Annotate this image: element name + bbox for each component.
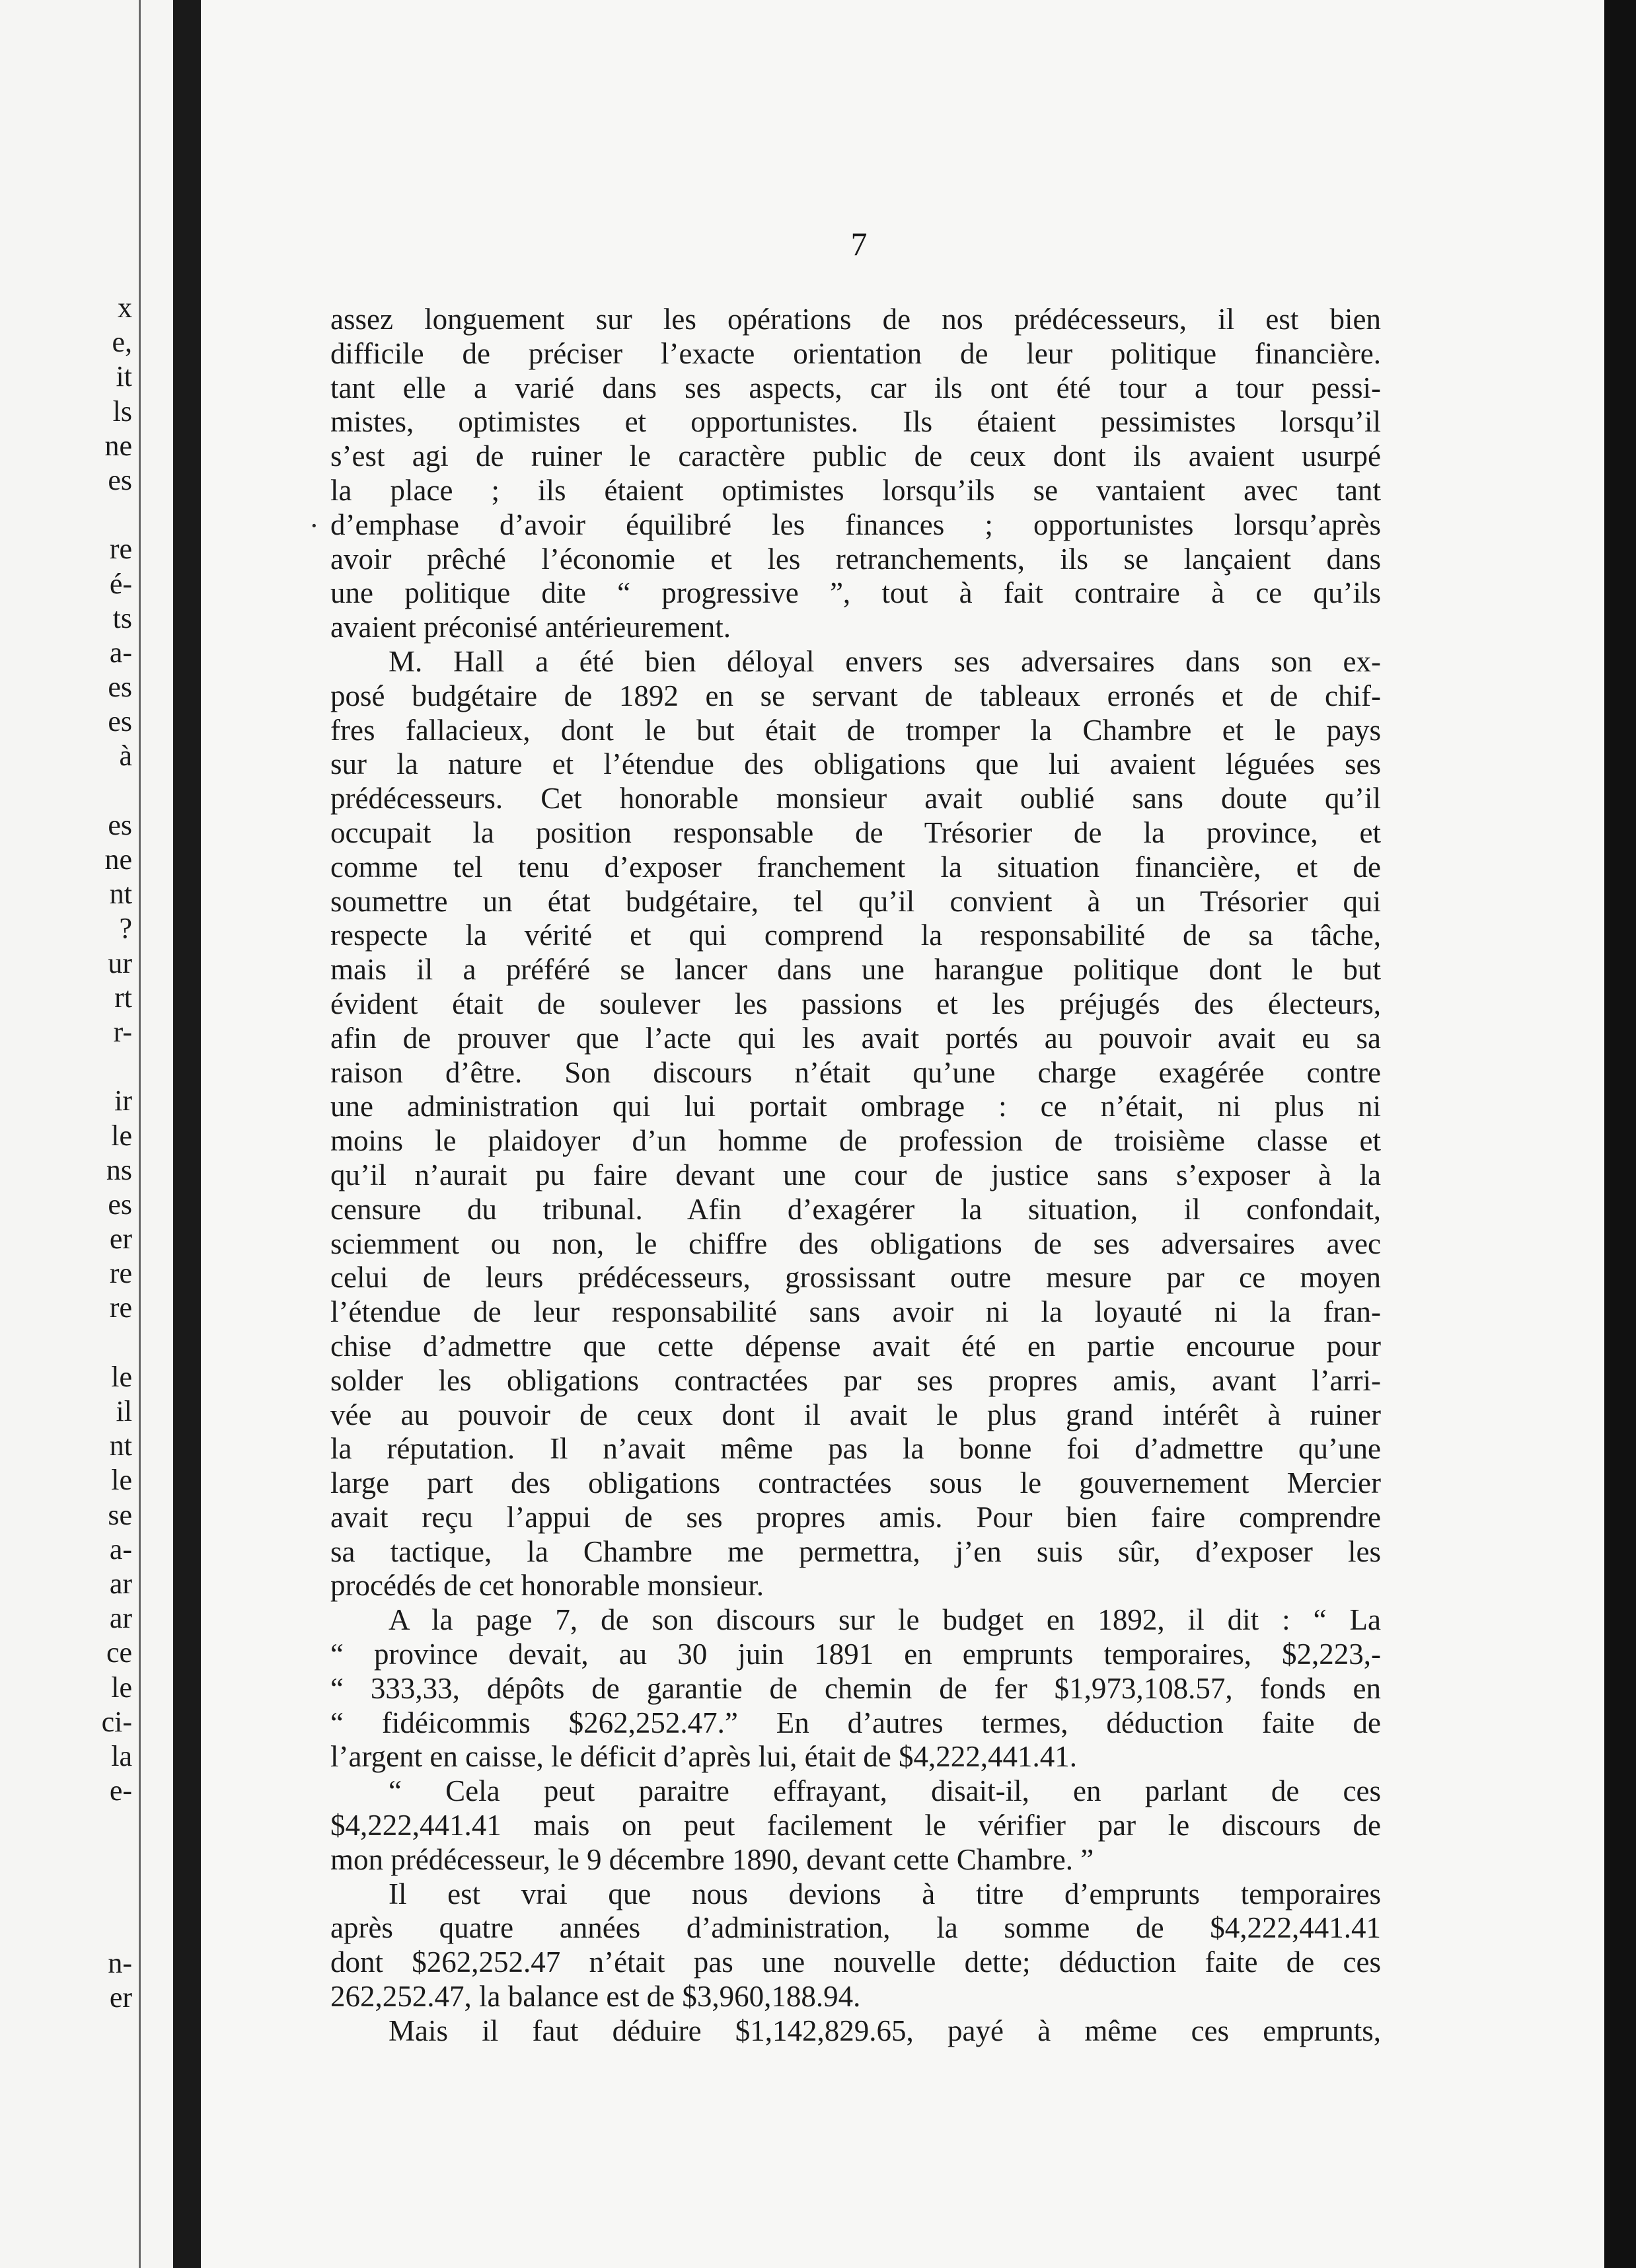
text-line: dont $262,252.47 n’était pas une nouvelle dette; déduction faite de ces [330, 1946, 1381, 1979]
left-fragment: re [109, 533, 132, 566]
text-line: procédés de cet honorable monsieur. [330, 1569, 764, 1603]
left-fragment: ls [112, 395, 132, 428]
left-fragment: a- [109, 636, 132, 669]
text-line: avait reçu l’appui de ses propres amis. Pour bien faire comprendre [330, 1500, 1381, 1534]
left-fragment [0, 1326, 132, 1360]
text-line: $4,222,441.41 mais on peut facilement le vérifier par le discours de [330, 1809, 1381, 1842]
text-line: solder les obligations contractées par ses propres amis, avant l’arri- [330, 1363, 1381, 1397]
left-fragment: ar [109, 1602, 132, 1635]
left-fragment: es [108, 705, 132, 738]
left-fragment [0, 1842, 132, 1877]
left-fragment: ts [112, 601, 132, 634]
left-fragment: nt [109, 1429, 132, 1462]
text-line: “ fidéicommis $262,252.47.” En d’autres termes, déduction faite de [330, 1706, 1381, 1739]
text-line: vée au pouvoir de ceux dont il avait le plus grand intérêt à ruiner [330, 1398, 1381, 1431]
left-fragment: e- [109, 1774, 132, 1807]
left-fragment: ce [106, 1636, 132, 1669]
left-fragment: er [109, 1981, 132, 2014]
left-fragment: le [111, 1464, 132, 1497]
text-line: avaient préconisé antérieurement. [330, 611, 731, 644]
text-line: 262,252.47, la balance est de $3,960,188.94. [330, 1980, 861, 2014]
left-fragment: x [118, 291, 132, 324]
text-line: la place ; ils étaient optimistes lorsqu’ils se vantaient avec tant [330, 473, 1381, 507]
left-fragment: a- [109, 1532, 132, 1566]
text-line: l’étendue de leur responsabilité sans avoir ni la loyauté ni la fran- [330, 1295, 1381, 1329]
left-page-fold-line [139, 0, 141, 2268]
left-fragment: es [108, 671, 132, 704]
text-line: M. Hall a été bien déloyal envers ses adversaires dans son ex- [389, 644, 1381, 678]
text-line: évident était de soulever les passions et les préjugés des électeurs, [330, 987, 1381, 1020]
text-line: mistes, optimistes et opportunistes. Ils étaient pessimistes lorsqu’il [330, 405, 1381, 439]
left-fragment: à [119, 739, 132, 773]
left-fragment: ar [109, 1567, 132, 1600]
text-line: prédécesseurs. Cet honorable monsieur avait oublié sans doute qu’il [330, 782, 1381, 815]
left-fragment: la [111, 1739, 132, 1772]
left-fragment: es [108, 808, 132, 841]
left-fragment: e, [112, 326, 132, 359]
left-fragment: n- [108, 1947, 132, 1979]
left-fragment: nt [109, 878, 132, 911]
left-fragment [0, 1049, 132, 1084]
text-line: “ 333,33, dépôts de garantie de chemin de fer $1,973,108.57, fonds en [330, 1671, 1381, 1705]
text-line: difficile de préciser l’exacte orientation de leur politique financière. [330, 336, 1381, 370]
left-fragment: r- [113, 1015, 132, 1048]
left-fragment: it [116, 360, 132, 393]
left-fragment: er [109, 1223, 132, 1256]
left-fragment: le [111, 1119, 132, 1152]
left-fragment: ne [104, 429, 132, 462]
left-fragment: es [108, 1188, 132, 1221]
text-line: soumettre un état budgétaire, tel qu’il convient à un Trésorier qui [330, 884, 1381, 918]
text-line: assez longuement sur les opérations de nos prédécesseurs, il est bien [330, 303, 1381, 336]
book-gutter [173, 0, 201, 2268]
text-line: censure du tribunal. Afin d’exagérer la situation, il confondait, [330, 1192, 1381, 1226]
left-fragment: ? [119, 912, 132, 945]
left-fragment [0, 1808, 132, 1842]
left-page-edge [0, 0, 173, 2268]
margin-mark: · [309, 510, 319, 542]
text-line: afin de prouver que l’acte qui les avait portés au pouvoir avait eu sa [330, 1021, 1381, 1055]
left-fragment: le [111, 1360, 132, 1393]
left-fragment: ir [114, 1084, 132, 1117]
text-line: moins le plaidoyer d’un homme de profession de troisième classe et [330, 1124, 1381, 1158]
left-fragment: ci- [101, 1705, 132, 1738]
left-fragment: le [111, 1671, 132, 1704]
text-line: Il est vrai que nous devions à titre d’emprunts temporaires [389, 1877, 1381, 1910]
left-fragment: re [109, 1257, 132, 1290]
left-fragment: es [108, 463, 132, 496]
left-fragment: ur [108, 946, 132, 979]
text-line: large part des obligations contractées sous le gouvernement Mercier [330, 1466, 1381, 1500]
body-text [330, 303, 1381, 2049]
text-line: mais il a préféré se lancer dans une harangue politique dont le but [330, 953, 1381, 987]
left-fragment [0, 1912, 132, 1946]
left-page-text-fragments [0, 291, 132, 2015]
text-line: après quatre années d’administration, la somme de $4,222,441.41 [330, 1911, 1381, 1945]
left-fragment: se [108, 1498, 132, 1531]
text-line: une administration qui lui portait ombrage : ce n’était, ni plus ni [330, 1090, 1381, 1123]
text-line: sur la nature et l’étendue des obligations que lui avaient léguées ses [330, 747, 1381, 781]
left-fragment [0, 498, 132, 532]
text-line: raison d’être. Son discours n’était qu’une charge exagérée contre [330, 1055, 1381, 1089]
left-fragment: il [116, 1395, 132, 1427]
text-line: chise d’admettre que cette dépense avait été en partie encourue pour [330, 1329, 1381, 1363]
left-fragment: ns [106, 1153, 132, 1186]
page-number: 7 [850, 225, 868, 262]
text-line: “ province devait, au 30 juin 1891 en emprunts temporaires, $2,223,- [330, 1638, 1381, 1671]
text-line: celui de leurs prédécesseurs, grossissant outre mesure par ce moyen [330, 1261, 1381, 1295]
text-line: occupait la position responsable de Trésorier de la province, et [330, 815, 1381, 849]
text-line: A la page 7, de son discours sur le budget en 1892, il dit : “ La [389, 1603, 1381, 1637]
text-line: la réputation. Il n’avait même pas la bonne foi d’admettre qu’une [330, 1432, 1381, 1466]
left-fragment: re [109, 1291, 132, 1324]
text-line: avoir prêché l’économie et les retranchements, ils se lançaient dans [330, 542, 1381, 576]
text-line: d’emphase d’avoir équilibré les finances ; opportunistes lorsqu’après [330, 508, 1381, 541]
text-line: “ Cela peut paraitre effrayant, disait-il, en parlant de ces [389, 1774, 1381, 1808]
text-line: respecte la vérité et qui comprend la responsabilité de sa tâche, [330, 919, 1381, 952]
text-line: l’argent en caisse, le déficit d’après lui, était de $4,222,441.41. [330, 1740, 1078, 1774]
text-line: qu’il n’aurait pu faire devant une cour de justice sans s’exposer à la [330, 1158, 1381, 1191]
text-line: fres fallacieux, dont le but était de tromper la Chambre et le pays [330, 713, 1381, 747]
scan-border [1604, 0, 1636, 2268]
left-fragment: rt [114, 981, 132, 1014]
left-fragment: é- [109, 567, 132, 600]
text-line: mon prédécesseur, le 9 décembre 1890, devant cette Chambre. ” [330, 1842, 1094, 1876]
text-line: sa tactique, la Chambre me permettra, j’en suis sûr, d’exposer les [330, 1534, 1381, 1568]
left-fragment: ne [104, 843, 132, 876]
text-line: tant elle a varié dans ses aspects, car ils ont été tour a tour pessi- [330, 371, 1381, 404]
left-fragment [0, 1877, 132, 1912]
text-line: posé budgétaire de 1892 en se servant de tableaux erronés et de chif- [330, 679, 1381, 712]
text-line: comme tel tenu d’exposer franchement la situation financière, et de [330, 850, 1381, 884]
left-fragment [0, 774, 132, 808]
text-line: s’est agi de ruiner le caractère public de ceux dont ils avaient usurpé [330, 439, 1381, 473]
text-line: sciemment ou non, le chiffre des obligations de ses adversaires avec [330, 1227, 1381, 1260]
text-line: une politique dite “ progressive ”, tout à fait contraire à ce qu’ils [330, 576, 1381, 610]
text-line: Mais il faut déduire $1,142,829.65, payé à même ces emprunts, [389, 2014, 1381, 2047]
